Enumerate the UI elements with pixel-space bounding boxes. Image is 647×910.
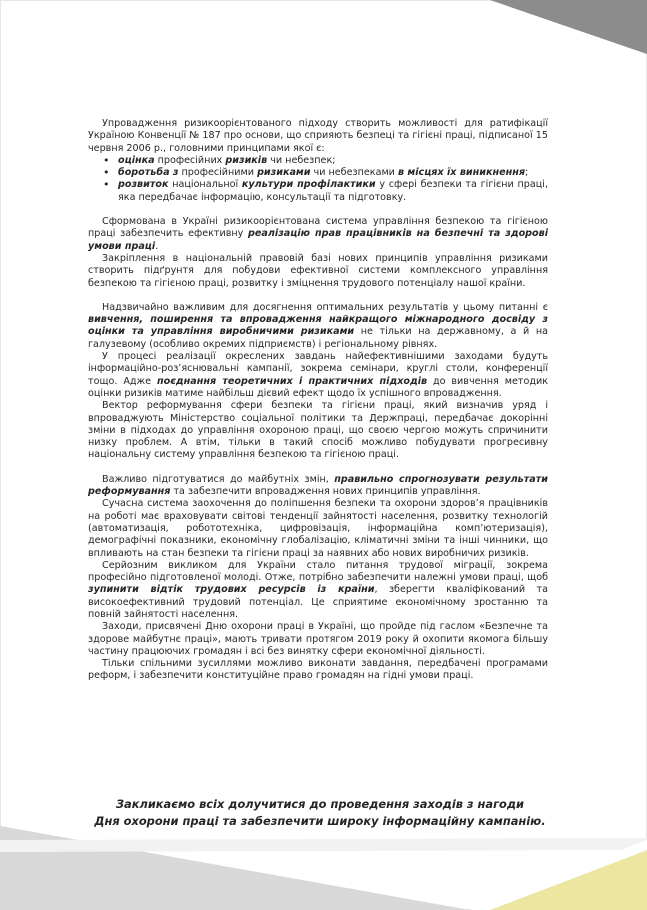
paragraph-joint-efforts: Тільки спільними зусиллями можливо виконати завдання, передбачені програмами реформ, і забезпечити конституційне право громадян на гідні умови праці. (88, 658, 548, 682)
paragraph-legal-base: Закріплення в національній правовій базі нових принципів управління ризиками створить підґрунтя для побудови ефективної системи комплексного управління безпекою та гігієною праці, розвитку і зміцнення трудового потенціалу нашої країни. (88, 252, 548, 289)
paragraph-reform-vector: Вектор реформування сфери безпеки та гігієни праці, який визначив уряд і впроваджують Міністерство соціальної політики та Держпраці, передбачає докорінні зміни в підходах до управління охороною праці, що своєю чергою можуть спричинити низку проблем. А втім, тільки в такий спосіб можливо побудувати прогресивну національну систему управління безпекою та гігієною праці. (88, 400, 548, 461)
top-right-gray-triangle (490, 0, 647, 54)
closing-appeal (70, 796, 570, 830)
appeal-line-1: Закликаємо всіх долучитися до проведення заходів з нагоди (115, 797, 525, 811)
list-item: • розвиток національної культури профілактики у сфері безпеки та гігієни праці, яка передбачає інформацію, консультації та підготовку. (118, 179, 548, 204)
paragraph-international-experience: Надзвичайно важливим для досягнення оптимальних результатів у цьому питанні є вивчення, поширення та впровадження найкращого міжнародного досвіду з оцінки та управління виробничими ризиками не тільки на державному, а й на галузевому (особливо окремих підприємств) і регіональному рівнях. (88, 301, 548, 350)
spacer (88, 462, 548, 474)
spacer (88, 204, 548, 216)
paragraph-intro: Упровадження ризикоорієнтованого підходу створить можливості для ратифікації Україною Конвенції № 187 про основи, що сприяють безпеці та гігієні праці, підписаної 15 червня 2006 р., головними принципами якої є: (88, 118, 548, 154)
appeal-line-2: Дня охорони праці та забезпечити широку інформаційну кампанію. (94, 814, 546, 828)
paragraph-events: Заходи, присвячені Дню охорони праці в Україні, що пройде під гаслом «Безпечне та здорове майбутнє праці», мають тривати протягом 2019 року й охопити якомога більшу частину працюючих громадян і всі без винятку сфери економічної діяльності. (88, 621, 548, 657)
paragraph-modern-system: Сучасна система заохочення до поліпшення безпеки та охорони здоров’я працівників на роботі має враховувати світові тенденції зайнятості населення, розвитку технологій (автоматизація, робототехніка, цифровізація, інформаційна комп’ютеризація), демографічні показники, економічну глобалізацію, кліматичні зміни та інші чинники, що впливають на стан безпеки та гігієни праці за наявних або нових виробничих ризиків. (88, 498, 548, 559)
bottom-gray-shape (0, 826, 470, 910)
paragraph-system: Сформована в Україні ризикоорієнтована система управління безпекою та гігієною праці забезпечить ефективну реалізацію прав працівників на безпечні та здорові умови праці. (88, 216, 548, 252)
spacer (88, 290, 548, 302)
document-body (88, 118, 548, 683)
paragraph-migration: Серйозним викликом для України стало питання трудової міграції, зокрема професійно підготовленої молоді. Отже, потрібно забезпечити належні умови праці, щоб зупинити відтік трудових ресурсів із країни, зберегти кваліфікований та високоефективний трудовий потенціал. Це сприятиме економічному зростанню та повній зайнятості населення. (88, 559, 548, 620)
bottom-light-band (0, 838, 647, 852)
paragraph-prepare: Важливо підготуватися до майбутніх змін, правильно спрогнозувати результати реформування та забезпечити впровадження нових принципів управління. (88, 473, 549, 498)
list-item: • боротьба з професійними ризиками чи небезпеками в місцях їх виникнення; (118, 167, 548, 179)
principles-list (88, 155, 548, 204)
list-item: • оцінка професійних ризиків чи небезпек; (118, 155, 548, 167)
paragraph-campaigns: У процесі реалізації окреслених завдань найефективнішими заходами будуть інформаційно-роз’яснювальні кампанії, зокрема семінари, круглі столи, конференції тощо. Адже поєднання теоретичних і практичних підходів до вивчення методик оцінки ризиків матиме найбільш дієвий ефект щодо їх успішного впровадження. (88, 351, 548, 399)
